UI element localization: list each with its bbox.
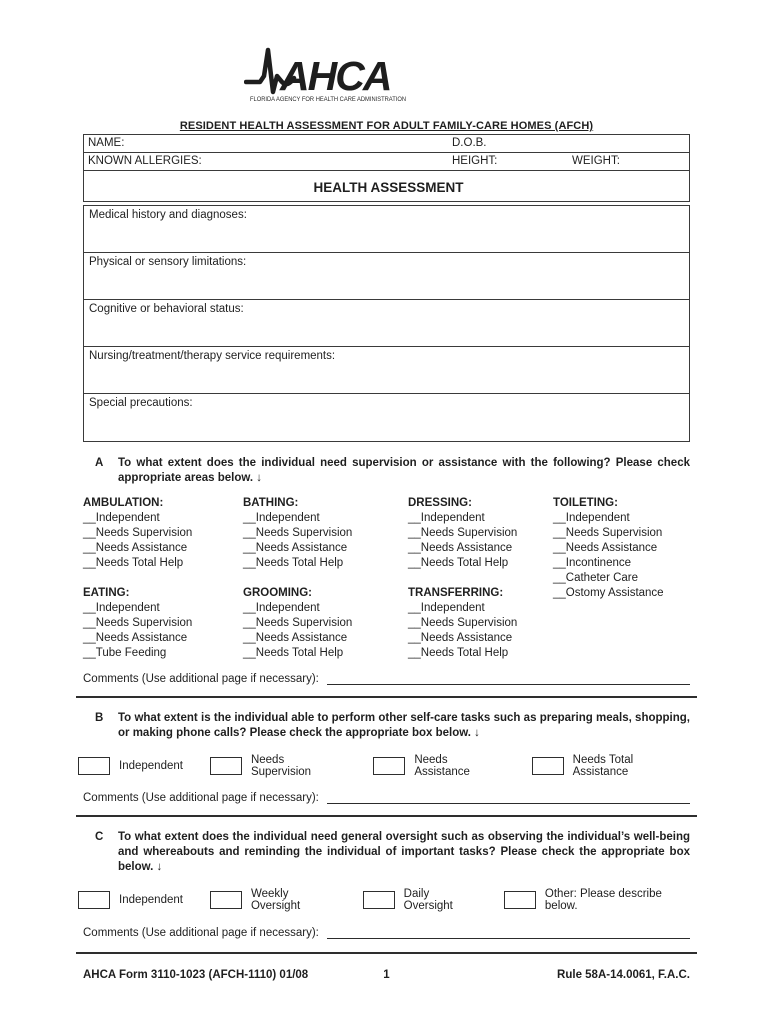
checklist-group-eating bbox=[83, 586, 243, 661]
section-b-checkbox-independent[interactable] bbox=[78, 757, 110, 775]
section-c-option-other-please-describe-below bbox=[504, 888, 690, 912]
option-label: Needs Total Assistance bbox=[572, 754, 634, 778]
checklist-item-independent[interactable]: __Independent bbox=[243, 512, 320, 524]
option-label: Independent bbox=[119, 894, 183, 906]
option-label: Independent bbox=[119, 760, 183, 772]
option-label: Daily Oversight bbox=[403, 888, 453, 912]
checklist-group-title: GROOMING: bbox=[243, 587, 312, 599]
checklist-column bbox=[83, 496, 243, 661]
health-assessment-heading-row bbox=[84, 171, 689, 201]
checklist-group-title: EATING: bbox=[83, 587, 130, 599]
footer-divider bbox=[76, 952, 697, 954]
checklist-item-needs-total-help[interactable]: __Needs Total Help bbox=[243, 647, 344, 659]
checklist-group-title: TRANSFERRING: bbox=[408, 587, 504, 599]
allergies-height-weight-row[interactable] bbox=[84, 153, 689, 171]
section-a-checklist-grid bbox=[83, 496, 690, 661]
allergies-label: KNOWN ALLERGIES: bbox=[88, 155, 202, 167]
section-a-heading bbox=[83, 456, 690, 486]
section-c-option-independent bbox=[78, 891, 183, 909]
section-a-comments-label: Comments (Use additional page if necessary): bbox=[83, 673, 319, 685]
name-dob-row[interactable] bbox=[84, 135, 689, 153]
section-c-comments-row bbox=[83, 925, 690, 939]
logo-acronym: AHCA bbox=[280, 53, 391, 99]
option-label: Weekly Oversight bbox=[250, 888, 301, 912]
logo-caption: FLORIDA AGENCY FOR HEALTH CARE ADMINISTRATION bbox=[250, 96, 407, 103]
checklist-item-needs-assistance[interactable]: __Needs Assistance bbox=[243, 542, 348, 554]
checklist-item-needs-assistance[interactable]: __Needs Assistance bbox=[553, 542, 658, 554]
checklist-item-needs-assistance[interactable]: __Needs Assistance bbox=[83, 542, 188, 554]
checklist-group-title: DRESSING: bbox=[408, 497, 472, 509]
checklist-group-title: AMBULATION: bbox=[83, 497, 164, 509]
section-b-checkbox-needs-assistance[interactable] bbox=[373, 757, 405, 775]
checklist-column bbox=[553, 496, 690, 661]
assessment-field-physical-or-sensory-limitations[interactable] bbox=[84, 253, 689, 300]
section-b-options-row bbox=[78, 754, 690, 778]
name-label: NAME: bbox=[88, 137, 125, 149]
checklist-group-ambulation bbox=[83, 496, 243, 571]
checklist-item-independent[interactable]: __Independent bbox=[553, 512, 630, 524]
section-b-option-independent bbox=[78, 757, 183, 775]
section-b-checkbox-needs-total-assistance[interactable] bbox=[532, 757, 564, 775]
checklist-item-tube-feeding[interactable]: __Tube Feeding bbox=[83, 647, 167, 659]
section-c-question: To what extent does the individual need general oversight such as observing the individual’s well-being and whereabouts and reminding the individual of important tasks? Please check the appropriate box below. ↓ bbox=[118, 831, 690, 873]
checklist-item-needs-assistance[interactable]: __Needs Assistance bbox=[83, 632, 188, 644]
checklist-item-needs-supervision[interactable]: __Needs Supervision bbox=[83, 527, 193, 539]
checklist-item-independent[interactable]: __Independent bbox=[83, 512, 160, 524]
weight-label: WEIGHT: bbox=[572, 155, 620, 167]
footer-page-number: 1 bbox=[383, 969, 390, 981]
section-c-comments-label: Comments (Use additional page if necessary): bbox=[83, 927, 319, 939]
section-c-option-weekly-oversight bbox=[210, 888, 336, 912]
section-b-comments-line[interactable] bbox=[327, 790, 690, 804]
assessment-field-label: Nursing/treatment/therapy service requirements: bbox=[89, 350, 336, 362]
section-c-checkbox-daily-oversight[interactable] bbox=[363, 891, 395, 909]
assessment-field-medical-history-and-diagnoses[interactable] bbox=[84, 206, 689, 253]
section-c-comments-line[interactable] bbox=[327, 925, 690, 939]
section-c-checkbox-other-please-describe-below[interactable] bbox=[504, 891, 536, 909]
section-c-option-daily-oversight bbox=[363, 888, 477, 912]
footer-rule-citation: Rule 58A-14.0061, F.A.C. bbox=[557, 969, 690, 981]
section-b-heading bbox=[83, 711, 690, 741]
assessment-field-label: Cognitive or behavioral status: bbox=[89, 303, 244, 315]
checklist-group-bathing bbox=[243, 496, 408, 571]
section-b-checkbox-needs-supervision[interactable] bbox=[210, 757, 242, 775]
page-footer bbox=[83, 969, 690, 981]
checklist-column bbox=[243, 496, 408, 661]
checklist-item-ostomy-assistance[interactable]: __Ostomy Assistance bbox=[553, 587, 664, 599]
checklist-column bbox=[408, 496, 553, 661]
option-label: Other: Please describe below. bbox=[544, 888, 662, 912]
ahca-logo bbox=[244, 0, 414, 109]
section-b-comments-row bbox=[83, 790, 690, 804]
health-assessment-box bbox=[83, 205, 690, 442]
checklist-item-needs-assistance[interactable]: __Needs Assistance bbox=[243, 632, 348, 644]
checklist-group-title: TOILETING: bbox=[553, 497, 618, 509]
section-b-option-needs-assistance bbox=[373, 754, 504, 778]
checklist-item-catheter-care[interactable]: __Catheter Care bbox=[553, 572, 639, 584]
checklist-item-needs-total-help[interactable]: __Needs Total Help bbox=[83, 557, 184, 569]
assessment-field-label: Medical history and diagnoses: bbox=[89, 209, 247, 221]
section-a-letter: A bbox=[95, 457, 104, 469]
document-title: RESIDENT HEALTH ASSESSMENT FOR ADULT FAMILY-CARE HOMES (AFCH) bbox=[179, 120, 594, 132]
assessment-field-special-precautions[interactable] bbox=[84, 394, 689, 441]
checklist-item-independent[interactable]: __Independent bbox=[83, 602, 160, 614]
section-c-heading bbox=[83, 830, 690, 875]
section-b-option-needs-supervision bbox=[210, 754, 346, 778]
section-a-question: To what extent does the individual need supervision or assistance with the following? Please check appropriate areas below. ↓ bbox=[118, 457, 690, 484]
assessment-field-cognitive-or-behavioral-status[interactable] bbox=[84, 300, 689, 347]
section-a-comments-line[interactable] bbox=[327, 671, 690, 685]
checklist-group-transferring bbox=[408, 586, 553, 661]
footer-form-number: AHCA Form 3110-1023 (AFCH-1110) 01/08 bbox=[83, 969, 309, 981]
assessment-field-label: Physical or sensory limitations: bbox=[89, 256, 247, 268]
dob-label: D.O.B. bbox=[452, 137, 487, 149]
section-c-checkbox-independent[interactable] bbox=[78, 891, 110, 909]
section-c-letter: C bbox=[95, 831, 104, 843]
checklist-item-independent[interactable]: __Independent bbox=[243, 602, 320, 614]
checklist-item-needs-assistance[interactable]: __Needs Assistance bbox=[408, 632, 513, 644]
checklist-item-needs-total-help[interactable]: __Needs Total Help bbox=[408, 557, 509, 569]
checklist-item-needs-total-help[interactable]: __Needs Total Help bbox=[408, 647, 509, 659]
section-divider bbox=[76, 815, 697, 817]
section-b-option-needs-total-assistance bbox=[532, 754, 690, 778]
checklist-item-needs-supervision[interactable]: __Needs Supervision bbox=[408, 617, 518, 629]
section-divider bbox=[76, 696, 697, 698]
resident-info-table bbox=[83, 134, 690, 202]
option-label: Needs Supervision bbox=[250, 754, 312, 778]
option-label: Needs Assistance bbox=[414, 754, 470, 778]
checklist-item-needs-assistance[interactable]: __Needs Assistance bbox=[408, 542, 513, 554]
section-b-comments-label: Comments (Use additional page if necessary): bbox=[83, 792, 319, 804]
height-label: HEIGHT: bbox=[452, 155, 498, 167]
checklist-group-toileting bbox=[553, 496, 690, 601]
checklist-group-grooming bbox=[243, 586, 408, 661]
checklist-item-needs-supervision[interactable]: __Needs Supervision bbox=[553, 527, 663, 539]
health-assessment-heading: HEALTH ASSESSMENT bbox=[313, 180, 464, 195]
checklist-item-needs-supervision[interactable]: __Needs Supervision bbox=[243, 617, 353, 629]
checklist-item-needs-supervision[interactable]: __Needs Supervision bbox=[408, 527, 518, 539]
section-c-options-row bbox=[78, 888, 690, 912]
section-c-checkbox-weekly-oversight[interactable] bbox=[210, 891, 242, 909]
checklist-group-title: BATHING: bbox=[243, 497, 299, 509]
checklist-item-incontinence[interactable]: __Incontinence bbox=[553, 557, 632, 569]
checklist-item-needs-supervision[interactable]: __Needs Supervision bbox=[83, 617, 193, 629]
checklist-group-dressing bbox=[408, 496, 553, 571]
checklist-item-needs-supervision[interactable]: __Needs Supervision bbox=[243, 527, 353, 539]
section-b-letter: B bbox=[95, 712, 104, 724]
assessment-field-nursing-treatment-therapy-service-requirements[interactable] bbox=[84, 347, 689, 394]
checklist-item-independent[interactable]: __Independent bbox=[408, 602, 485, 614]
assessment-field-label: Special precautions: bbox=[89, 397, 193, 409]
checklist-item-needs-total-help[interactable]: __Needs Total Help bbox=[243, 557, 344, 569]
section-b-question: To what extent is the individual able to perform other self-care tasks such as preparing meals, shopping, or making phone calls? Please check the appropriate box below. ↓ bbox=[118, 712, 690, 739]
section-a-comments-row bbox=[83, 671, 690, 685]
checklist-item-independent[interactable]: __Independent bbox=[408, 512, 485, 524]
